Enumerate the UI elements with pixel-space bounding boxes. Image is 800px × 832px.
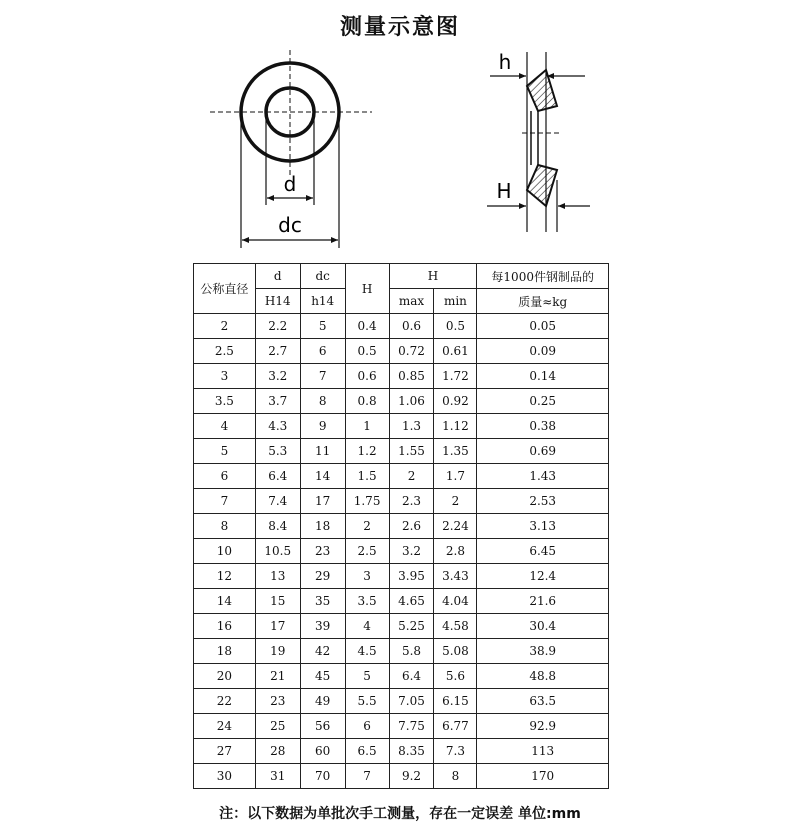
cell-dc: 18 [300,514,345,539]
d-label: d [283,172,297,196]
cell-d: 13 [255,564,300,589]
table-header-row-2 [194,289,609,314]
cell-nominal: 14 [194,589,256,614]
cell-H-min: 5.08 [434,639,477,664]
cell-h: 0.5 [345,339,389,364]
cell-dc: 17 [300,489,345,514]
cell-nominal: 10 [194,539,256,564]
cell-mass: 48.8 [477,664,609,689]
h-label: h [498,50,512,74]
cell-d: 19 [255,639,300,664]
cell-H-min: 1.72 [434,364,477,389]
cell-h: 1.2 [345,439,389,464]
cell-mass: 0.14 [477,364,609,389]
cell-h: 5 [345,664,389,689]
cell-H-min: 7.3 [434,739,477,764]
cell-h: 4.5 [345,639,389,664]
cell-d: 6.4 [255,464,300,489]
header-dc-tolerance: h14 [300,289,345,314]
cell-H-min: 6.77 [434,714,477,739]
header-H-max: max [389,289,434,314]
washer-top-view [210,50,372,248]
cell-H-min: 0.5 [434,314,477,339]
cell-dc: 49 [300,689,345,714]
header-dc: dc [300,264,345,289]
cell-d: 3.7 [255,389,300,414]
cell-nominal: 24 [194,714,256,739]
cell-H-min: 2.24 [434,514,477,539]
cell-H-max: 2 [389,464,434,489]
table-row [194,689,609,714]
cell-H-max: 0.6 [389,314,434,339]
cell-H-max: 0.72 [389,339,434,364]
cell-H-min: 0.92 [434,389,477,414]
washer-side-view [487,50,590,232]
cell-mass: 38.9 [477,639,609,664]
cell-dc: 42 [300,639,345,664]
cell-d: 5.3 [255,439,300,464]
cell-d: 17 [255,614,300,639]
cell-H-min: 1.12 [434,414,477,439]
cell-H-min: 4.04 [434,589,477,614]
cell-dc: 8 [300,389,345,414]
cell-H-max: 1.3 [389,414,434,439]
cell-H-max: 1.55 [389,439,434,464]
cell-h: 1 [345,414,389,439]
cell-dc: 56 [300,714,345,739]
cell-H-min: 6.15 [434,689,477,714]
cell-mass: 63.5 [477,689,609,714]
header-mass-line1: 每1000件钢制品的 [477,264,609,289]
table-row [194,489,609,514]
cell-H-max: 8.35 [389,739,434,764]
cell-H-max: 1.06 [389,389,434,414]
cell-mass: 170 [477,764,609,789]
table-row [194,314,609,339]
cell-H-max: 7.05 [389,689,434,714]
cell-d: 2.7 [255,339,300,364]
cell-h: 4 [345,614,389,639]
cell-h: 2 [345,514,389,539]
cell-H-min: 1.7 [434,464,477,489]
cell-nominal: 2 [194,314,256,339]
cell-d: 8.4 [255,514,300,539]
cell-H-min: 8 [434,764,477,789]
cell-nominal: 30 [194,764,256,789]
cell-dc: 35 [300,589,345,614]
table-row [194,739,609,764]
table-row [194,589,609,614]
H-label: H [496,179,512,203]
cell-h: 0.4 [345,314,389,339]
cell-h: 2.5 [345,539,389,564]
cell-dc: 14 [300,464,345,489]
cell-mass: 92.9 [477,714,609,739]
cell-d: 10.5 [255,539,300,564]
cell-nominal: 5 [194,439,256,464]
cell-nominal: 18 [194,639,256,664]
cell-h: 0.6 [345,364,389,389]
cell-H-min: 5.6 [434,664,477,689]
cell-H-max: 7.75 [389,714,434,739]
table-row [194,564,609,589]
measurement-diagram [0,0,800,262]
cell-nominal: 4 [194,414,256,439]
table-row [194,389,609,414]
header-mass-line2: 质量≈kg [477,289,609,314]
table-row [194,764,609,789]
cell-h: 1.75 [345,489,389,514]
cell-H-max: 2.6 [389,514,434,539]
cell-dc: 29 [300,564,345,589]
table-row [194,464,609,489]
cell-h: 5.5 [345,689,389,714]
cell-mass: 0.25 [477,389,609,414]
cell-h: 1.5 [345,464,389,489]
cell-h: 6.5 [345,739,389,764]
cell-H-max: 9.2 [389,764,434,789]
cell-mass: 2.53 [477,489,609,514]
cell-d: 3.2 [255,364,300,389]
cell-mass: 21.6 [477,589,609,614]
cell-mass: 3.13 [477,514,609,539]
cell-H-min: 0.61 [434,339,477,364]
cell-nominal: 6 [194,464,256,489]
table-row [194,364,609,389]
cell-mass: 30.4 [477,614,609,639]
cell-mass: 0.69 [477,439,609,464]
cell-H-max: 4.65 [389,589,434,614]
cell-d: 15 [255,589,300,614]
cell-d: 4.3 [255,414,300,439]
cell-dc: 7 [300,364,345,389]
cell-H-max: 3.2 [389,539,434,564]
cell-H-max: 3.95 [389,564,434,589]
header-H-min: min [434,289,477,314]
cell-nominal: 12 [194,564,256,589]
cell-dc: 70 [300,764,345,789]
cell-nominal: 8 [194,514,256,539]
cell-mass: 1.43 [477,464,609,489]
cell-d: 31 [255,764,300,789]
cell-h: 0.8 [345,389,389,414]
cell-H-min: 4.58 [434,614,477,639]
cell-nominal: 22 [194,689,256,714]
header-nominal-diameter: 公称直径 [194,264,256,314]
cell-dc: 23 [300,539,345,564]
cell-H-max: 6.4 [389,664,434,689]
cell-nominal: 3.5 [194,389,256,414]
cell-dc: 60 [300,739,345,764]
cell-dc: 39 [300,614,345,639]
cell-d: 21 [255,664,300,689]
cell-nominal: 3 [194,364,256,389]
header-h: H [345,264,389,314]
cell-d: 23 [255,689,300,714]
cell-nominal: 20 [194,664,256,689]
cell-dc: 9 [300,414,345,439]
cell-dc: 5 [300,314,345,339]
cell-d: 25 [255,714,300,739]
cell-d: 28 [255,739,300,764]
cell-H-max: 0.85 [389,364,434,389]
table-row [194,639,609,664]
header-d-tolerance: H14 [255,289,300,314]
cell-dc: 6 [300,339,345,364]
table-row [194,414,609,439]
cell-dc: 11 [300,439,345,464]
cell-h: 7 [345,764,389,789]
cell-mass: 113 [477,739,609,764]
table-row [194,664,609,689]
cell-H-min: 2.8 [434,539,477,564]
cell-nominal: 2.5 [194,339,256,364]
cell-H-min: 3.43 [434,564,477,589]
table-row [194,439,609,464]
cell-nominal: 7 [194,489,256,514]
cell-nominal: 27 [194,739,256,764]
cell-d: 2.2 [255,314,300,339]
table-row [194,614,609,639]
table-row [194,539,609,564]
table-row [194,339,609,364]
header-d: d [255,264,300,289]
page-title: 测量示意图 [339,15,460,40]
spec-table [193,263,609,789]
cell-mass: 12.4 [477,564,609,589]
cell-h: 6 [345,714,389,739]
cell-H-max: 5.25 [389,614,434,639]
cell-d: 7.4 [255,489,300,514]
footnote: 注：以下数据为单批次手工测量，存在一定误差 单位:mm [219,806,581,822]
cell-H-max: 2.3 [389,489,434,514]
cell-mass: 0.05 [477,314,609,339]
cell-H-max: 5.8 [389,639,434,664]
dc-label: dc [278,213,302,237]
cell-mass: 6.45 [477,539,609,564]
table-header-row-1 [194,264,609,289]
cell-mass: 0.09 [477,339,609,364]
cell-h: 3.5 [345,589,389,614]
cell-dc: 45 [300,664,345,689]
cell-nominal: 16 [194,614,256,639]
cell-h: 3 [345,564,389,589]
table-row [194,714,609,739]
cell-mass: 0.38 [477,414,609,439]
cell-H-min: 2 [434,489,477,514]
table-row [194,514,609,539]
header-H: H [389,264,477,289]
cell-H-min: 1.35 [434,439,477,464]
